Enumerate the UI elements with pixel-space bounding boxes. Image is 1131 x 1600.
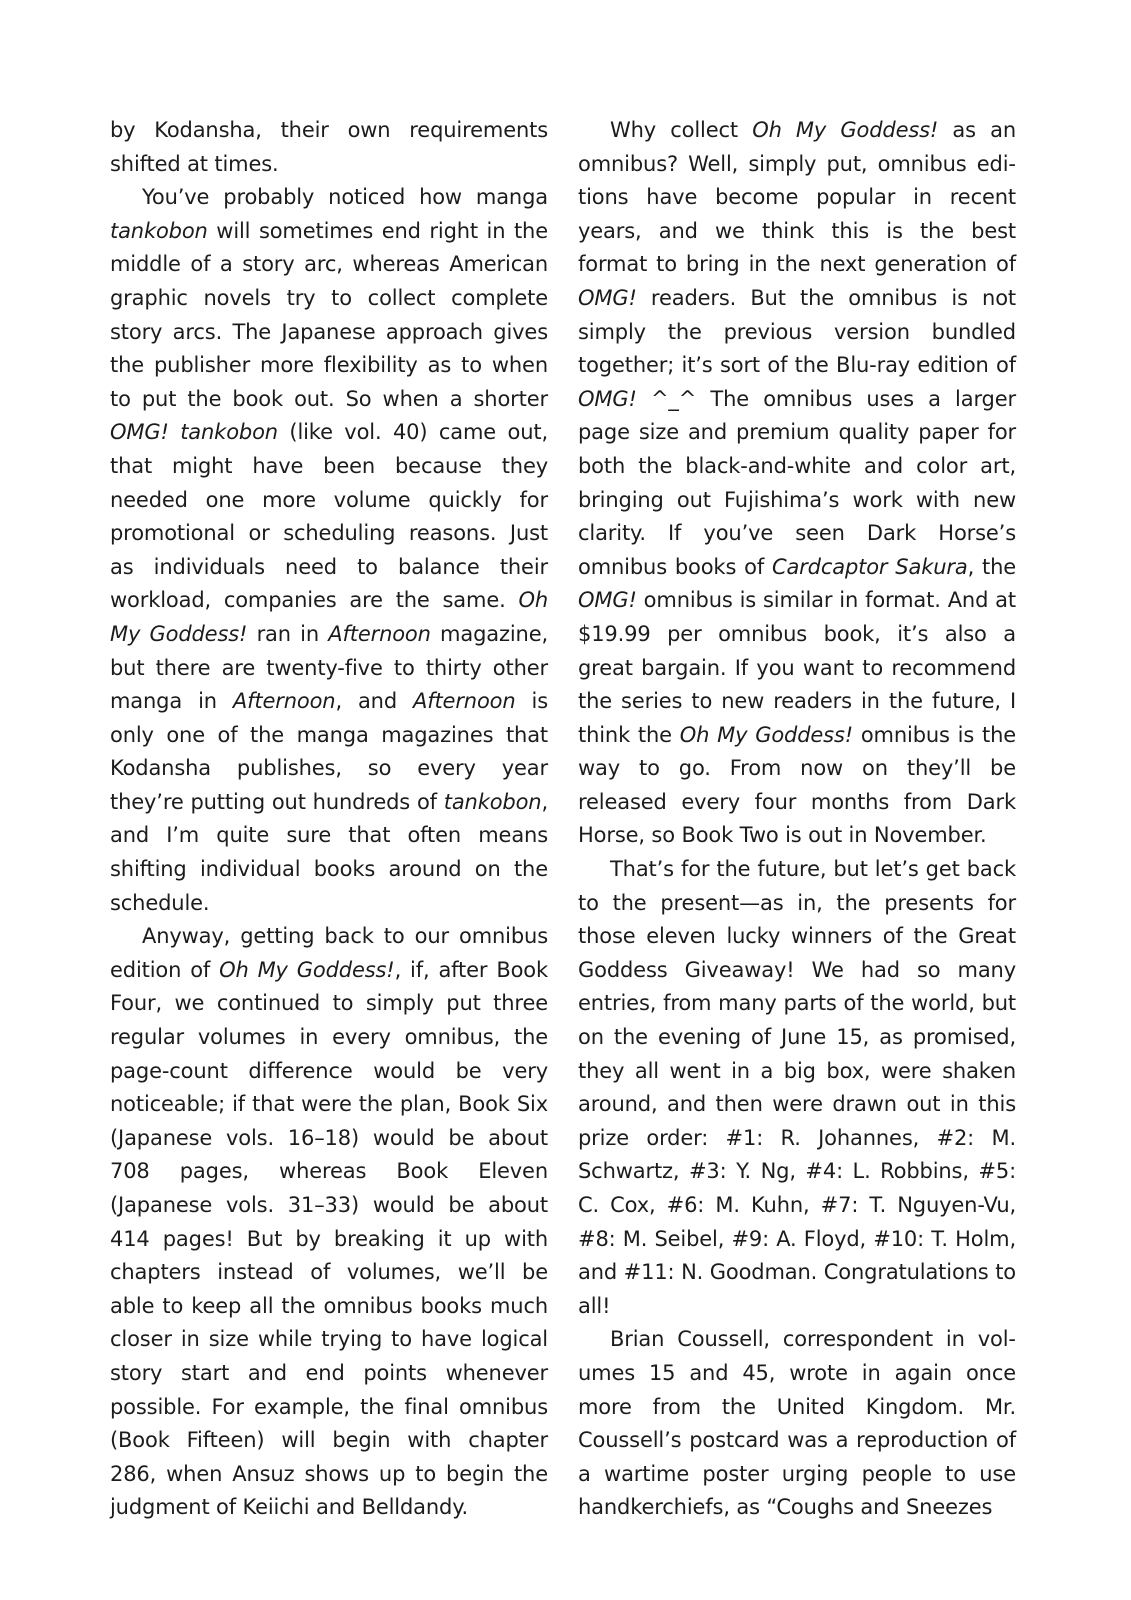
italic-text: OMG! (578, 386, 637, 411)
italic-text: Afternoon (413, 689, 516, 714)
italic-text: Oh My Goddess! (110, 588, 548, 646)
italic-text: OMG! (578, 588, 637, 613)
italic-text: Oh My Goddess! (679, 722, 854, 747)
italic-text: Oh My Goddess! (219, 957, 395, 982)
italic-text: tankobon (443, 789, 542, 814)
right-column (578, 114, 1016, 1525)
paragraph: by Kodansha, their own requirements shifted at times. (110, 118, 548, 176)
italic-text: tankobon (180, 420, 278, 445)
left-column (110, 114, 548, 1525)
italic-text: Cardcaptor Sakura (771, 554, 968, 579)
paragraph: Why collect Oh My Goddess! as an omnibus? Well, simply put, omnibus editions have become popular in recent years, and we think this is the best format to bring in the next generation of OMG! readers. But the omnibus is not simply the previous version bundled together; it’s sort of the Blu-ray edition of OMG! ^_^ The omnibus uses a larger page size and premium quality paper for both the black-and-white and color art, bringing out Fujishima’s work with new clarity. If you’ve seen Dark Horse’s omnibus books of Cardcaptor Sakura, the OMG! omnibus is similar in format. And at $19.99 per omnibus book, it’s also a great bargain. If you want to recommend the series to new readers in the future, I think the Oh My Goddess! omnibus is the way to go. From now on they’ll be released every four months from Dark Horse, so Book Two is out in November. (578, 118, 1016, 848)
paragraph: That’s for the future, but let’s get back to the present—as in, the presents for those eleven lucky winners of the Great Goddess Giveaway! We had so many entries, from many parts of the world, but on the evening of June 15, as promised, they all went in a big box, were shaken around, and then were drawn out in this prize order: #1: R. Johannes, #2: M. Schwartz, #3: Y. Ng, #4: L. Robbins, #5: C. Cox, #6: M. Kuhn, #7: T. Nguyen-Vu, #8: M. Seibel, #9: A. Floyd, #10: T. Holm, and #11: N. Goodman. Congratulations to all! (578, 857, 1016, 1318)
paragraph: You’ve probably noticed how manga tankobon will sometimes end right in the middle of a story arc, whereas American graphic novels try to collect complete story arcs. The Japanese approach gives the publisher more flexibility as to when to put the book out. So when a shorter OMG! tankobon (like vol. 40) came out, that might have been because they needed one more volume quickly for promotional or scheduling reasons. Just as individuals need to balance their workload, companies are the same. Oh My Goddess! ran in Afternoon magazine, but there are twenty-five to thirty other manga in Afternoon, and Afternoon is only one of the manga magazines that Kodansha publishes, so every year they’re putting out hundreds of tankobon, and I’m quite sure that often means shifting individual books around on the schedule. (110, 185, 548, 915)
italic-text: OMG! (578, 285, 637, 310)
italic-text: tankobon (110, 218, 208, 243)
italic-text: OMG! (110, 420, 169, 445)
italic-text: Oh My Goddess! (752, 118, 939, 142)
paragraph: Brian Coussell, correspondent in volumes 15 and 45, wrote in again once more from the United Kingdom. Mr. Coussell’s postcard was a reproduction of a wartime poster urging people to use handkerchiefs, as “Coughs and Sneezes (578, 1327, 1016, 1520)
paragraph: Anyway, getting back to our omnibus edition of Oh My Goddess!, if, after Book Four, we continued to simply put three regular volumes in every omnibus, the page-count difference would be very noticeable; if that were the plan, Book Six (Japanese vols. 16–18) would be about 708 pages, whereas Book Eleven (Japanese vols. 31–33) would be about 414 pages! But by breaking it up with chapters instead of volumes, we’ll be able to keep all the omnibus books much closer in size while trying to have logical story start and end points whenever possible. For example, the final omnibus (Book Fifteen) will begin with chapter 286, when Ansuz shows up to begin the judgment of Keiichi and Belldandy. (110, 924, 548, 1520)
italic-text: Afternoon (328, 621, 431, 646)
italic-text: Afternoon (232, 689, 336, 714)
